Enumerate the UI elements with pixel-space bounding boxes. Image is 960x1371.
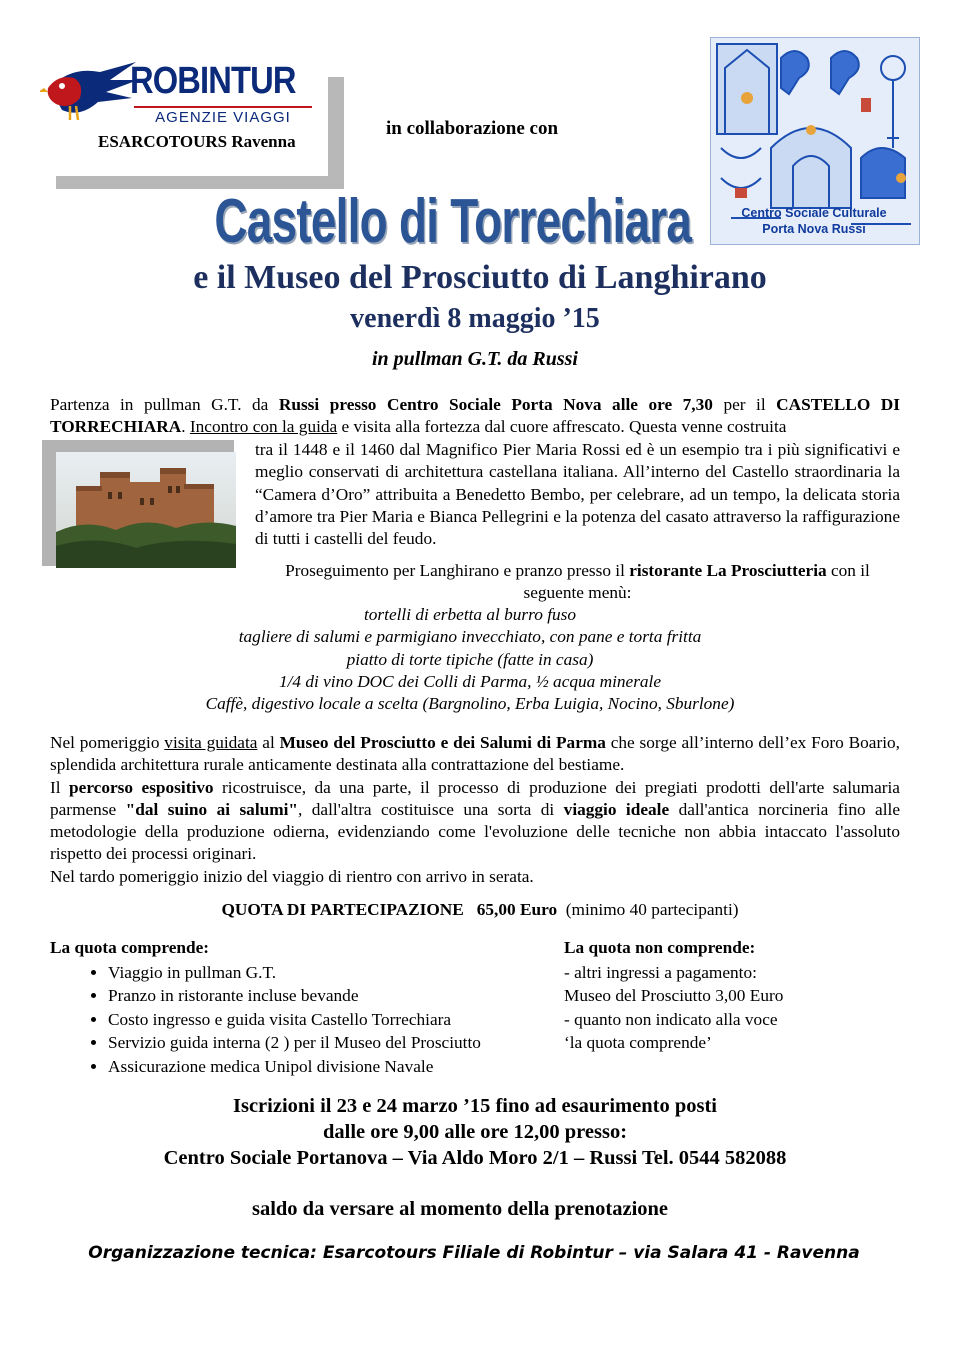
list-item: - altri ingressi a pagamento:	[564, 963, 757, 982]
list-item: Museo del Prosciutto 3,00 Euro	[564, 986, 784, 1006]
intro-text: e visita alla fortezza dal cuore affrescato. Questa venne costruita	[337, 417, 787, 437]
partner-name-line1: Centro Sociale Culturale	[741, 206, 887, 220]
price-line	[0, 900, 960, 920]
guided-visit: visita guidata	[164, 733, 258, 752]
menu-item: 1/4 di vino DOC dei Colli di Parma, ½ acqua minerale	[278, 671, 662, 691]
includes-title: La quota comprende:	[50, 938, 210, 957]
includes-list	[76, 961, 481, 1078]
menu-item: piatto di torte tipiche (fatte in casa)	[346, 649, 594, 669]
return-info: Nel tardo pomeriggio inizio del viaggio di rientro con arrivo in serata.	[50, 866, 534, 886]
intro-text: per il	[712, 395, 777, 414]
afternoon-text: al	[257, 733, 280, 752]
afternoon-text: Il	[50, 777, 70, 797]
office-name: ESARCOTOURS Ravenna	[98, 132, 296, 151]
registration-hours: dalle ore 9,00 alle ore 12,00 presso:	[322, 1121, 628, 1143]
event-date: venerdì 8 maggio ’15	[350, 303, 600, 334]
castle-description: tra il 1448 e il 1460 dal Magnifico Pier Maria Rossi ed è un esempio tra i più significativi e meglio conservati di architettura castellana italiana. All’interno del Castello straordinaria la “Camera d’Oro” attribuita a Benedetto Bembo, per celebrare, ad un tempo, la delicata storia d’amore tra Pier Maria e Bianca Pellegrini e la potenza del casato attraverso la raffigurazione di tutti i castelli del feudo.	[255, 440, 900, 549]
list-item: - quanto non indicato alla voce	[564, 1009, 778, 1029]
afternoon-text: dall'antica norcineria fino alle metodologie della produzione odierna, evidenziando come l'evoluzione delle tecniche non abbia intaccato l'assoluto rispetto dei processi originari.	[50, 799, 900, 864]
payment-note: saldo da versare al momento della prenotazione	[251, 1198, 669, 1220]
list-item: • Assicurazione medica Unipol divisione Navale	[108, 1055, 481, 1078]
main-title: Castello di Torrechiara	[214, 187, 692, 256]
list-item: • Pranzo in ristorante incluse bevande	[108, 984, 481, 1007]
technical-organization: Organizzazione tecnica: Esarcotours Filiale di Robintur – via Salara 41 - Ravenna	[88, 1243, 860, 1263]
lunch-text: Proseguimento per Langhirano e pranzo presso il	[285, 561, 630, 580]
intro-text: .	[181, 417, 190, 437]
registration-dates: Iscrizioni il 23 e 24 marzo ’15 fino ad esaurimento posti	[233, 1095, 717, 1117]
afternoon-text: che sorge all’interno dell’ex Foro Boario, splendida architettura rurale anticamente destinata alla contrattazione del bestiame.	[50, 733, 900, 775]
brand-subtitle: AGENZIE VIAGGI	[134, 106, 312, 126]
afternoon-text: Nel pomeriggio	[50, 733, 165, 752]
castle-name: CASTELLO DI TORRECHIARA	[50, 395, 900, 437]
transport-line: in pullman G.T. da Russi	[371, 348, 578, 370]
partner-name-line2: Porta Nova Russi	[762, 222, 866, 236]
castle-photo	[56, 452, 236, 568]
brand-name: ROBINTUR	[130, 60, 296, 102]
lunch-text: con il seguente menù:	[523, 561, 870, 603]
lunch-paragraph	[255, 560, 900, 605]
museum-name: Museo del Prosciutto e dei Salumi di Parma	[279, 733, 606, 752]
price-label: QUOTA DI PARTECIPAZIONE	[221, 900, 464, 919]
subtitle: e il Museo del Prosciutto di Langhirano	[193, 259, 767, 296]
guide-meeting: Incontro con la guida	[189, 417, 338, 437]
ideal-journey: viaggio ideale	[563, 799, 670, 819]
intro-paragraph	[50, 394, 900, 439]
excludes-title: La quota non comprende:	[564, 938, 756, 957]
collaboration-text: in collaborazione con	[386, 118, 559, 139]
afternoon-text: , dall'altra costituisce una sorta di	[298, 799, 564, 819]
exhibit-theme: "dal suino ai salumi"	[125, 799, 299, 819]
menu-item: tortelli di erbetta al burro fuso	[363, 605, 577, 624]
menu-item: Caffè, digestivo locale a scelta (Bargnolino, Erba Luigia, Nocino, Sburlone)	[205, 694, 735, 714]
exhibit-path: percorso espositivo	[69, 777, 214, 797]
restaurant-name: ristorante La Prosciutteria	[629, 561, 827, 580]
list-item: ‘la quota comprende’	[564, 1033, 712, 1053]
excludes-list	[564, 961, 783, 1055]
list-item: • Viaggio in pullman G.T.	[108, 961, 481, 984]
bird-logo-icon	[40, 58, 140, 128]
registration-location: Centro Sociale Portanova – Via Aldo Moro 2/1 – Russi Tel. 0544 582088	[163, 1147, 787, 1169]
list-item: • Servizio guida interna (2 ) per il Museo del Prosciutto	[108, 1031, 481, 1054]
list-item: • Costo ingresso e guida visita Castello Torrechiara	[108, 1008, 481, 1031]
price-value: 65,00 Euro	[476, 900, 558, 919]
menu-list	[0, 604, 940, 715]
afternoon-paragraph	[50, 732, 900, 888]
intro-text: Partenza in pullman G.T. da	[50, 395, 279, 414]
menu-item: tagliere di salumi e parmigiano invecchiato, con pane e torta fritta	[238, 627, 702, 647]
afternoon-text: ricostruisce, da una parte, il processo di produzione dei pregiati prodotti dell'arte salumaria parmense	[50, 777, 900, 819]
price-note: (minimo 40 partecipanti)	[565, 900, 739, 919]
departure-info: Russi presso Centro Sociale Porta Nova alle ore 7,30	[278, 395, 713, 414]
